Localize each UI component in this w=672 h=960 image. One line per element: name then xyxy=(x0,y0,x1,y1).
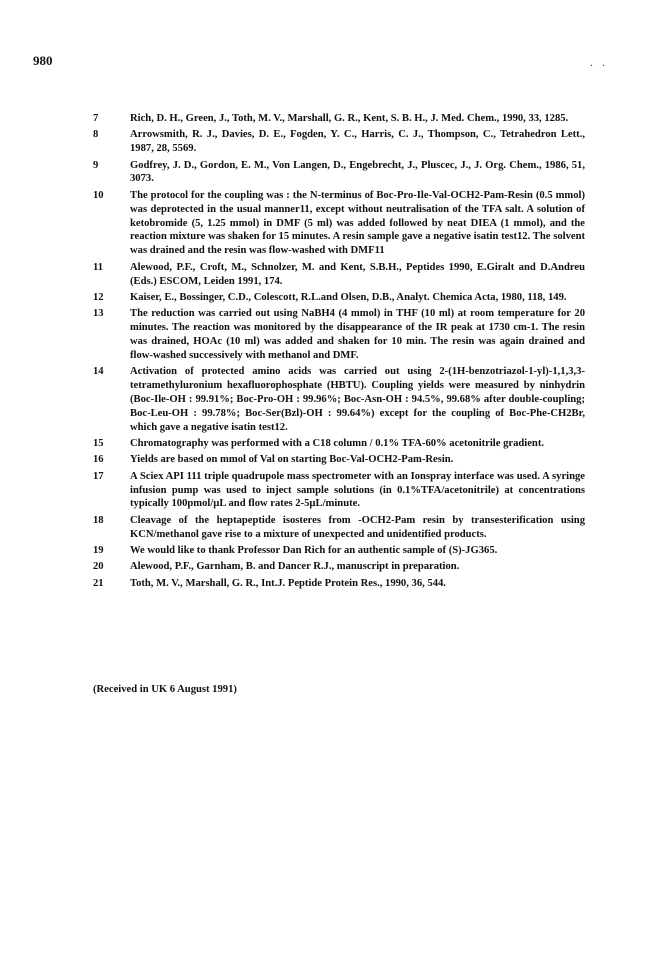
reference-number: 19 xyxy=(93,544,104,556)
received-date: (Received in UK 6 August 1991) xyxy=(93,684,237,695)
reference-item xyxy=(93,577,585,591)
reference-number: 14 xyxy=(93,366,104,378)
reference-item xyxy=(93,560,585,574)
reference-item xyxy=(93,544,585,558)
reference-text: Cleavage of the heptapeptide isosteres from -OCH2-Pam resin by transesterification using KCN/methanol gave rise to a mixture of unexpected and unidentified products. xyxy=(130,514,585,540)
page-number: 980 xyxy=(33,53,53,68)
reference-number: 20 xyxy=(93,561,104,573)
reference-text: The reduction was carried out using NaBH4 (4 mmol) in THF (10 ml) at room temperature for 20 minutes. The reaction was monitored by the disappearance of the IR peak at 1730 cm-1. The resin was drained, HOAc (10 ml) was added and shaken for 10 min. The resin was again drained and flow-washed successively with methanol and DMF. xyxy=(130,308,585,361)
reference-text: Arrowsmith, R. J., Davies, D. E., Fogden, Y. C., Harris, C. J., Thompson, C., Tetrahedron Lett., 1987, 28, 5569. xyxy=(130,129,585,155)
reference-text: Activation of protected amino acids was carried out using 2-(1H-benzotriazol-1-yl)-1,1,3,3-tetramethyluronium hexafluorophosphate (HBTU). Coupling yields were measured by ninhydrin (Boc-Ile-OH : 99.91%; Boc-Pro-OH : 99.96%; Boc-Asn-OH : 94.5%, 99.68% after double-coupling; Boc-Leu-OH : 99.78%; Boc-Ser(Bzl)-OH : 99.64%) except for the coupling of Boc-Phe-CH2Br, which gave a negative isatin test12. xyxy=(130,366,585,433)
corner-mark: . . xyxy=(590,55,608,69)
reference-number: 18 xyxy=(93,514,104,526)
reference-text: Rich, D. H., Green, J., Toth, M. V., Marshall, G. R., Kent, S. B. H., J. Med. Chem., 1990, 33, 1285. xyxy=(130,113,569,124)
reference-item xyxy=(93,159,585,187)
reference-text: Alewood, P.F., Croft, M., Schnolzer, M. and Kent, S.B.H., Peptides 1990, E.Giralt and D.Andreu (Eds.) ESCOM, Leiden 1991, 174. xyxy=(130,261,585,287)
reference-list xyxy=(93,112,585,593)
reference-text: Godfrey, J. D., Gordon, E. M., Von Langen, D., Engebrecht, J., Pluscec, J., J. Org. Chem., 1986, 51, 3073. xyxy=(130,159,585,185)
reference-number: 9 xyxy=(93,159,99,171)
reference-item xyxy=(93,307,585,363)
reference-item xyxy=(93,128,585,156)
reference-number: 12 xyxy=(93,291,104,303)
reference-number: 13 xyxy=(93,308,104,320)
reference-item xyxy=(93,261,585,289)
reference-item xyxy=(93,514,585,542)
reference-item xyxy=(93,453,585,467)
reference-number: 10 xyxy=(93,189,104,201)
reference-number: 16 xyxy=(93,454,104,466)
reference-item xyxy=(93,365,585,435)
reference-item xyxy=(93,189,585,259)
reference-text: The protocol for the coupling was : the N-terminus of Boc-Pro-Ile-Val-OCH2-Pam-Resin (0.5 mmol) was deprotected in the usual manner11, except without neutralisation of the TFA salt. A solution of ketobromide (5, 1.25 mmol) in DMF (5 ml) was added followed by neat DIEA (1 mmol), and the reaction mixture was shaken for 15 minutes. A resin sample gave a negative isatin test12. The solvent was drained and the resin was flow-washed with DMF11 xyxy=(130,189,585,257)
reference-number: 17 xyxy=(93,470,104,482)
reference-item xyxy=(93,291,585,305)
reference-item xyxy=(93,112,585,126)
reference-text: Yields are based on mmol of Val on starting Boc-Val-OCH2-Pam-Resin. xyxy=(130,454,454,466)
reference-number: 7 xyxy=(93,113,99,124)
reference-item xyxy=(93,470,585,512)
reference-text: Alewood, P.F., Garnham, B. and Dancer R.J., manuscript in preparation. xyxy=(130,561,460,573)
reference-text: A Sciex API 111 triple quadrupole mass spectrometer with an Ionspray interface was used. A syringe infusion pump was used to inject sample solutions (in 0.1%TFA/acetonitrile) at concentrations typically 100pmol/µL and flow rates 2-5µL/minute. xyxy=(130,470,585,510)
reference-number: 21 xyxy=(93,577,104,589)
reference-number: 11 xyxy=(93,261,104,273)
reference-text: Chromatography was performed with a C18 column / 0.1% TFA-60% acetonitrile gradient. xyxy=(130,438,545,450)
reference-number: 15 xyxy=(93,438,104,450)
reference-item xyxy=(93,437,585,451)
reference-text: Toth, M. V., Marshall, G. R., Int.J. Peptide Protein Res., 1990, 36, 544. xyxy=(130,577,446,589)
reference-text: Kaiser, E., Bossinger, C.D., Colescott, R.L.and Olsen, D.B., Analyt. Chemica Acta, 1980, 118, 149. xyxy=(130,291,567,303)
reference-number: 8 xyxy=(93,129,99,141)
reference-text: We would like to thank Professor Dan Rich for an authentic sample of (S)-JG365. xyxy=(130,544,498,556)
